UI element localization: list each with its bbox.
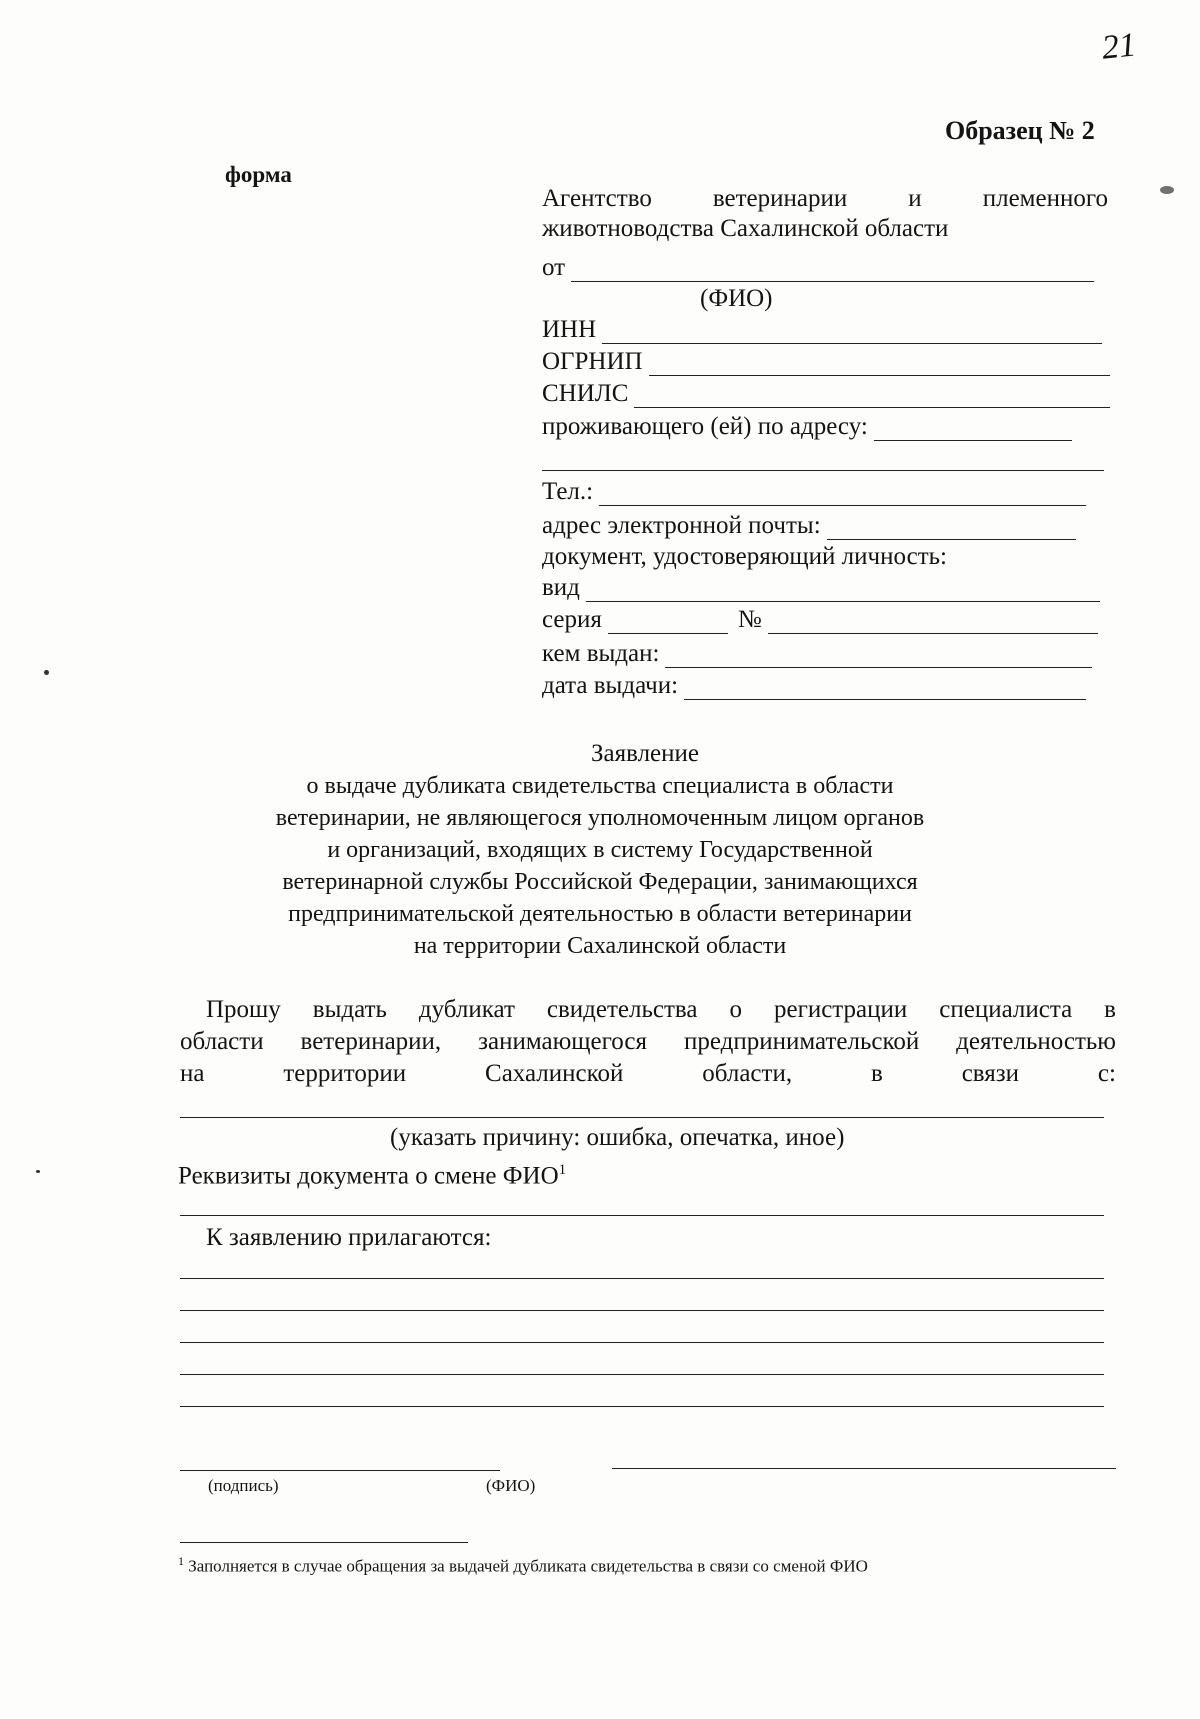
agency-line-2: животноводства Сахалинской области: [542, 215, 949, 242]
address-line-2[interactable]: [542, 470, 1104, 471]
form-label: форма: [225, 162, 292, 187]
number-input-line[interactable]: [768, 611, 1098, 634]
agency-line-1: Агентство ветеринарии и племенного: [542, 185, 1108, 212]
request-paragraph: Прошу выдать дубликат свидетельства о регистрации специалиста в области ветеринарии, занимающегося предпринимательской деятельностью на территории Сахалинской области, в связи с:: [180, 996, 1116, 1087]
page-number: 21: [1100, 26, 1138, 67]
fio-hint: (ФИО): [700, 285, 773, 312]
issued-by-field[interactable]: кем выдан:: [542, 640, 1092, 668]
footnote: $^1$ Заполняется в случае обращения за выдачей дубликата свидетельства в связи со сменой ФИО: [178, 1554, 868, 1576]
id-kind-field[interactable]: вид: [542, 574, 1100, 602]
email-field[interactable]: адрес электронной почты:: [542, 512, 1076, 540]
attachment-line-4[interactable]: [180, 1374, 1104, 1375]
ogrnip-field[interactable]: ОГРНИП: [542, 348, 1110, 376]
footnote-separator: [180, 1542, 468, 1543]
series-input-line[interactable]: [608, 611, 728, 634]
phone-field[interactable]: Тел.:: [542, 478, 1086, 506]
id-document-label: документ, удостоверяющий личность:: [542, 543, 947, 570]
sample-label: Образец № 2: [945, 116, 1095, 145]
reason-input-line[interactable]: [180, 1117, 1104, 1118]
issue-date-field[interactable]: дата выдачи:: [542, 672, 1086, 700]
name-change-input-line[interactable]: [180, 1215, 1104, 1216]
attachment-line-5[interactable]: [180, 1406, 1104, 1407]
scan-speck: [44, 670, 49, 675]
scan-speck: [36, 1170, 40, 1173]
inn-field[interactable]: ИНН: [542, 316, 1102, 344]
series-number-field[interactable]: серия №: [542, 606, 1098, 634]
signature-hint: (подпись): [208, 1476, 279, 1495]
address-field[interactable]: проживающего (ей) по адресу:: [542, 413, 1072, 441]
signature-line[interactable]: [180, 1470, 500, 1471]
from-field[interactable]: от: [542, 254, 1094, 282]
agency-block: [542, 184, 1108, 244]
attachment-line-2[interactable]: [180, 1310, 1104, 1311]
name-change-label: Реквизиты документа о смене ФИО$^1$: [178, 1162, 567, 1190]
signature-fio-hint: (ФИО): [486, 1476, 536, 1495]
snils-field[interactable]: СНИЛС: [542, 380, 1110, 408]
attachments-label: К заявлению прилагаются:: [206, 1224, 492, 1251]
attachment-line-3[interactable]: [180, 1342, 1104, 1343]
application-heading: Заявление: [590, 740, 700, 767]
reason-hint: (указать причину: ошибка, опечатка, иное): [390, 1124, 845, 1151]
signature-fio-line[interactable]: [612, 1468, 1116, 1469]
scan-speck: [1160, 186, 1174, 194]
application-subtitle: о выдаче дубликата свидетельства специалиста в области ветеринарии, не являющегося уполномоченным лицом органов и организаций, входящих в систему Государственной ветеринарной службы Российской Федерации, занимающихся предпринимательской деятельностью в области ветеринарии на территории Сахалинской области: [275, 773, 925, 959]
attachment-line-1[interactable]: [180, 1278, 1104, 1279]
